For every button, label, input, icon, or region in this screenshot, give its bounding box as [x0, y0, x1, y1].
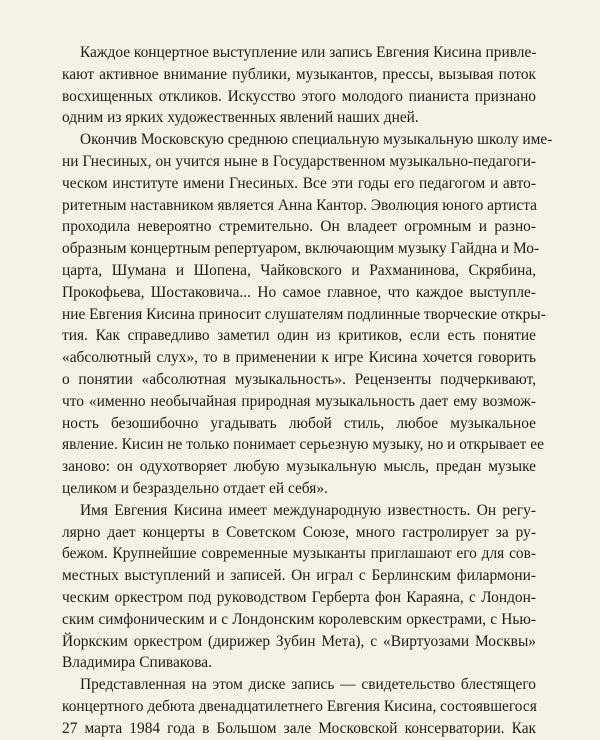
paragraph-1	[62, 42, 536, 129]
text-line: Представленная на этом диске запись — свидетельство блестящего	[80, 676, 536, 694]
text-line: восхищенных откликов. Искусство этого молодого пианиста признано	[62, 87, 536, 105]
text-line: целиком и безраздельно отдает ей себя».	[62, 479, 328, 497]
text-line: Каждое концертное выступление или запись Евгения Кисина привле-	[80, 44, 537, 61]
text-line: тия. Как справедливо заметил один из критиков, если есть понятие	[62, 327, 536, 345]
text-line: проходила невероятно стремительно. Он владеет огромным и разно-	[62, 218, 536, 236]
text-line: Йоркским оркестром (дирижер Зубин Мета), с «Виртуозами Москвы»	[62, 632, 536, 650]
text-line: о понятии «абсолютная музыкальность». Рецензенты подчеркивают,	[62, 370, 536, 388]
text-line: лярно дает концерты в Советском Союзе, много гастролирует за ру-	[62, 523, 536, 541]
text-line: Имя Евгения Кисина имеет международную известность. Он регу-	[80, 501, 536, 519]
text-line: концертного дебюта двенадцатилетнего Евгения Кисина, состоявшегося	[62, 697, 537, 715]
paragraph-2	[62, 129, 553, 500]
text-line: «абсолютный слух», то в применении к игре Кисина хочется говорить	[62, 349, 536, 367]
text-line: одним из ярких художественных явлений наших дней.	[62, 109, 419, 127]
text-line: ритетным наставником является Анна Кантор. Эволюция юного артиста	[62, 196, 538, 214]
text-line: ческом институте имени Гнесиных. Все эти годы его педагогом и авто-	[62, 174, 536, 192]
paragraph-4	[62, 674, 536, 739]
text-line: образным концертным репертуаром, включающим музыку Гайдна и Мо-	[62, 240, 540, 258]
text-line: Владимира Спивакова.	[62, 654, 212, 672]
text-line: ность безошибочно угадывать любой стиль, любое музыкальное	[62, 414, 536, 432]
text-line: ни Гнесиных, он учится ныне в Государственном музыкально-педагоги-	[62, 152, 536, 170]
text-line: кают активное внимание публики, музыкантов, прессы, вызывая поток	[62, 65, 536, 83]
text-line: Прокофьева, Шостаковича... Но самое главное, что каждое выступле-	[62, 283, 536, 301]
text-line: ским симфоническим и с Лондонским королевским оркестрами, с Нью-	[62, 610, 536, 628]
text-column	[62, 42, 553, 740]
text-line: заново: он одухотворяет любую музыкальную мысль, предан музыке	[62, 458, 536, 476]
text-line: бежом. Крупнейшие современные музыканты приглашают его для сов-	[62, 545, 536, 563]
text-line: царта, Шумана и Шопена, Чайковского и Рахманинова, Скрябина,	[62, 261, 536, 279]
paragraph-3	[62, 500, 536, 674]
text-line: 27 марта 1984 года в Большом зале Московской консерватории. Как	[62, 719, 536, 737]
text-line: ние Евгения Кисина приносит слушателям подлинные творческие откры-	[62, 305, 546, 323]
text-line: местных выступлений и записей. Он играл с Берлинским филармони-	[62, 567, 536, 585]
text-line: Окончив Московскую среднюю специальную музыкальную школу име-	[80, 131, 553, 149]
text-line: ческим оркестром под руководством Герберта фон Караяна, с Лондон-	[62, 588, 536, 606]
text-line: явление. Кисин не только понимает серьезную музыку, но и открывает ее	[62, 436, 544, 454]
text-line: что «именно необычайная природная музыкальность дает ему возмож-	[62, 392, 536, 410]
